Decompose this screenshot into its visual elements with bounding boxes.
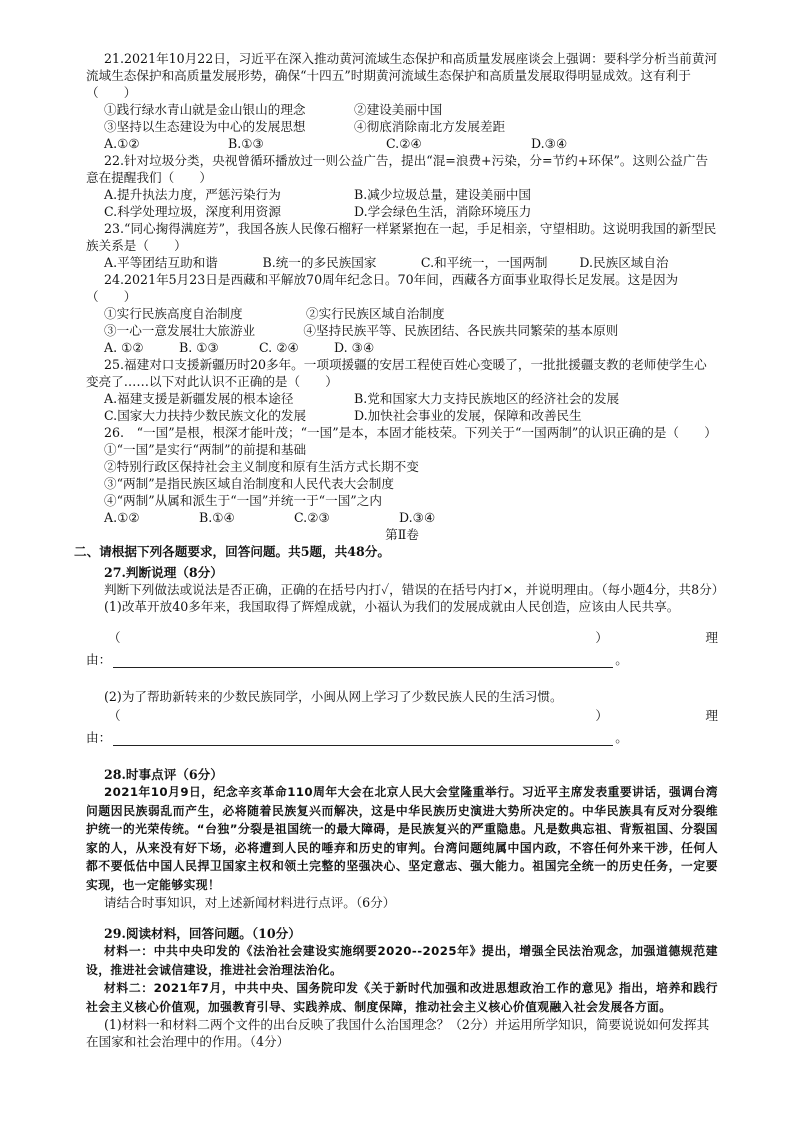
q23-options xyxy=(86,254,718,271)
answer-underline[interactable] xyxy=(113,731,613,746)
left-paren: （ xyxy=(108,630,121,645)
q27-title: 27.判断说理（8分） xyxy=(104,565,223,580)
q27-item-1-judge-line[interactable] xyxy=(86,629,718,646)
q24-statement-4: ④坚持民族平等、民族团结、各民族共同繁荣的基本原则 xyxy=(303,323,619,338)
q21-statement-3: ③坚持以生态建设为中心的发展思想 xyxy=(104,119,306,134)
answer-underline[interactable] xyxy=(113,653,613,668)
reason-label-li: 理 xyxy=(705,630,718,645)
q23-option-d[interactable]: D.民族区域自治 xyxy=(579,255,669,270)
q24-statement-3: ③一心一意发展壮大旅游业 xyxy=(104,323,256,338)
q22-option-b[interactable]: B.减少垃圾总量，建设美丽中国 xyxy=(354,187,531,202)
q29-question-1: (1)材料一和材料二两个文件的出台反映了我国什么治国理念？（2分）并运用所学知识，简要说说如何发挥其在国家和社会治理中的作用。（4分） xyxy=(86,1017,710,1049)
q23-option-c[interactable]: C.和平统一，一国两制 xyxy=(420,255,548,270)
q26-option-d[interactable]: D.③④ xyxy=(399,510,436,525)
q22-option-c[interactable]: C.科学处理垃圾，深度利用资源 xyxy=(104,204,281,219)
q26-options xyxy=(86,509,718,526)
q22-option-d[interactable]: D.学会绿色生活，消除环境压力 xyxy=(354,204,532,219)
q26-statement-4: ④“两制”从属和派生于“一国”并统一于“一国”之内 xyxy=(104,493,382,508)
q27-instruction: 判断下列做法或说法是否正确，正确的在括号内打✓，错误的在括号内打×，并说明理由。（每小题4分，共8分） xyxy=(104,582,725,597)
q29-material-1: 材料一：中共中央印发的《法治社会建设实施纲要2020--2025年》提出，增强全民法治观念，加强道德规范建设，推进社会诚信建设，推进社会治理法治化。 xyxy=(86,944,718,977)
right-paren: ） xyxy=(595,708,608,723)
q23-option-a[interactable]: A.平等团结互助和谐 xyxy=(104,255,218,270)
q21-statements-row1 xyxy=(86,101,718,118)
q21-statement-2: ②建设美丽中国 xyxy=(354,102,443,117)
q22-stem: 22.针对垃圾分类，央视曾循环播放过一则公益广告，提出“混=浪费+污染，分=节约+环保”。这则公益广告意在提醒我们（ ） xyxy=(86,153,709,185)
q22-option-a[interactable]: A.提升执法力度，严惩污染行为 xyxy=(104,187,281,202)
q22-options-row2 xyxy=(86,203,718,220)
q21-option-d[interactable]: D.③④ xyxy=(531,136,568,151)
q21-statement-1: ①践行绿水青山就是金山银山的理念 xyxy=(104,102,306,117)
reason-label-you: 由： xyxy=(86,652,112,667)
reason-label-li: 理 xyxy=(705,708,718,723)
q28-news-material: 2021年10月9日，纪念辛亥革命110周年大会在北京人民大会堂隆重举行。习近平主席发表重要讲话，强调台湾问题因民族弱乱而产生，必将随着民族复兴而解决，这是中华民族历史演进大势所决定的。中华民族具有反对分裂维护统一的光荣传统。“台独”分裂是祖国统一的最大障碍，是民族复兴的严重隐患。凡是数典忘祖、背叛祖国、分裂国家的人，从来没有好下场，必将遭到人民的唾弃和历史的审判。台湾问题纯属中国内政，不容任何外来干涉，任何人都不要低估中国人民捍卫国家主权和领土完整的坚强决心、坚定意志、强大能力。祖国完全统一的历史任务，一定要实现，也一定能够实现！ xyxy=(86,785,718,892)
reason-label-you: 由： xyxy=(86,730,112,745)
q24-option-b[interactable]: B. ①③ xyxy=(179,340,219,355)
q25-option-d[interactable]: D.加快社会事业的发展，保障和改善民生 xyxy=(354,408,582,423)
exam-page xyxy=(74,50,725,1050)
q21-statements-row2 xyxy=(86,118,718,135)
q27-item-1-reason-line[interactable] xyxy=(86,646,718,668)
q29-title: 29.阅读材料，回答问题。（10分） xyxy=(104,926,301,941)
q21-statement-4: ④彻底消除南北方发展差距 xyxy=(354,119,506,134)
q23-option-b[interactable]: B.统一的多民族国家 xyxy=(262,255,377,270)
q27-item-2-judge-line[interactable] xyxy=(86,707,718,724)
q26-option-c[interactable]: C.②③ xyxy=(294,510,330,525)
period: 。 xyxy=(615,730,628,745)
q24-statement-1: ①实行民族高度自治制度 xyxy=(104,306,243,321)
q26-option-b[interactable]: B.①④ xyxy=(199,510,235,525)
q26-stem: 26. “一国”是根，根深才能叶茂；“一国”是本，本固才能枝荣。下列关于“一国两制”的认识正确的是（ ） xyxy=(104,425,717,440)
period: 。 xyxy=(615,652,628,667)
q27-item-2-reason-line[interactable] xyxy=(86,724,718,746)
right-paren: ） xyxy=(595,630,608,645)
q27-item-2: (2)为了帮助新转来的少数民族同学，小闽从网上学习了少数民族人民的生活习惯。 xyxy=(104,689,563,704)
q25-options-row1 xyxy=(86,390,718,407)
q22-options-row1 xyxy=(86,186,718,203)
q24-option-d[interactable]: D. ③④ xyxy=(334,340,375,355)
q26-statement-2: ②特别行政区保持社会主义制度和原有生活方式长期不变 xyxy=(104,459,419,474)
q26-option-a[interactable]: A.①② xyxy=(104,510,140,525)
q21-option-b[interactable]: B.①③ xyxy=(228,136,264,151)
q24-stem: 24.2021年5月23日是西藏和平解放70周年纪念日。70年间，西藏各方面事业取得长足发展。这是因为（ ） xyxy=(86,272,679,304)
volume-2-heading: 第Ⅱ卷 xyxy=(385,527,419,542)
q24-statements-row2 xyxy=(86,322,718,339)
q25-stem: 25.福建对口支援新疆历时20多年。一项项援疆的安居工程使百姓心变暖了，一批批援疆支教的老师使学生心变亮了……以下对此认识不正确的是（ ） xyxy=(86,357,707,389)
q29-material-2: 材料二：2021年7月，中共中央、国务院印发《关于新时代加强和改进思想政治工作的意见》指出，培养和践行社会主义核心价值观，加强教育引导、实践养成、制度保障，推动社会主义核心价值观融入社会发展各方面。 xyxy=(86,981,718,1014)
q25-option-b[interactable]: B.党和国家大力支持民族地区的经济社会的发展 xyxy=(354,391,620,406)
q24-statement-2: ②实行民族区域自治制度 xyxy=(306,306,445,321)
q25-option-a[interactable]: A.福建支援是新疆发展的根本途径 xyxy=(104,391,294,406)
q21-option-a[interactable]: A.①② xyxy=(104,136,140,151)
q27-item-1: (1)改革开放40多年来，我国取得了辉煌成就，小福认为我们的发展成就由人民创造，应该由人民共享。 xyxy=(104,599,680,614)
q21-stem: 21.2021年10月22日，习近平在深入推动黄河流域生态保护和高质量发展座谈会上强调：要科学分析当前黄河流域生态保护和高质量发展形势，确保“十四五”时期黄河流域生态保护和高质量发展取得明显成效。这有利于（ ） xyxy=(86,51,718,100)
q24-options xyxy=(86,339,718,356)
q24-option-a[interactable]: A. ①② xyxy=(104,340,144,355)
q26-statement-1: ①“一国”是实行“两制”的前提和基础 xyxy=(104,442,307,457)
left-paren: （ xyxy=(108,708,121,723)
q24-option-c[interactable]: C. ②④ xyxy=(259,340,299,355)
q28-task: 请结合时事知识，对上述新闻材料进行点评。（6分） xyxy=(104,895,396,910)
q26-statement-3: ③“两制”是指民族区域自治制度和人民代表大会制度 xyxy=(104,476,394,491)
q24-statements-row1 xyxy=(86,305,718,322)
q28-title: 28.时事点评（6分） xyxy=(104,767,223,782)
q21-option-c[interactable]: C.②④ xyxy=(386,136,422,151)
q25-options-row2 xyxy=(86,407,718,424)
section-2-heading: 二、请根据下列各题要求，回答问题。共5题，共48分。 xyxy=(74,544,390,559)
q25-option-c[interactable]: C.国家大力扶持少数民族文化的发展 xyxy=(104,408,307,423)
q21-options xyxy=(86,135,718,152)
q23-stem: 23.“同心掬得满庭芳”，我国各族人民像石榴籽一样紧紧抱在一起，手足相亲，守望相助。这说明我国的新型民族关系是（ ） xyxy=(86,221,717,253)
